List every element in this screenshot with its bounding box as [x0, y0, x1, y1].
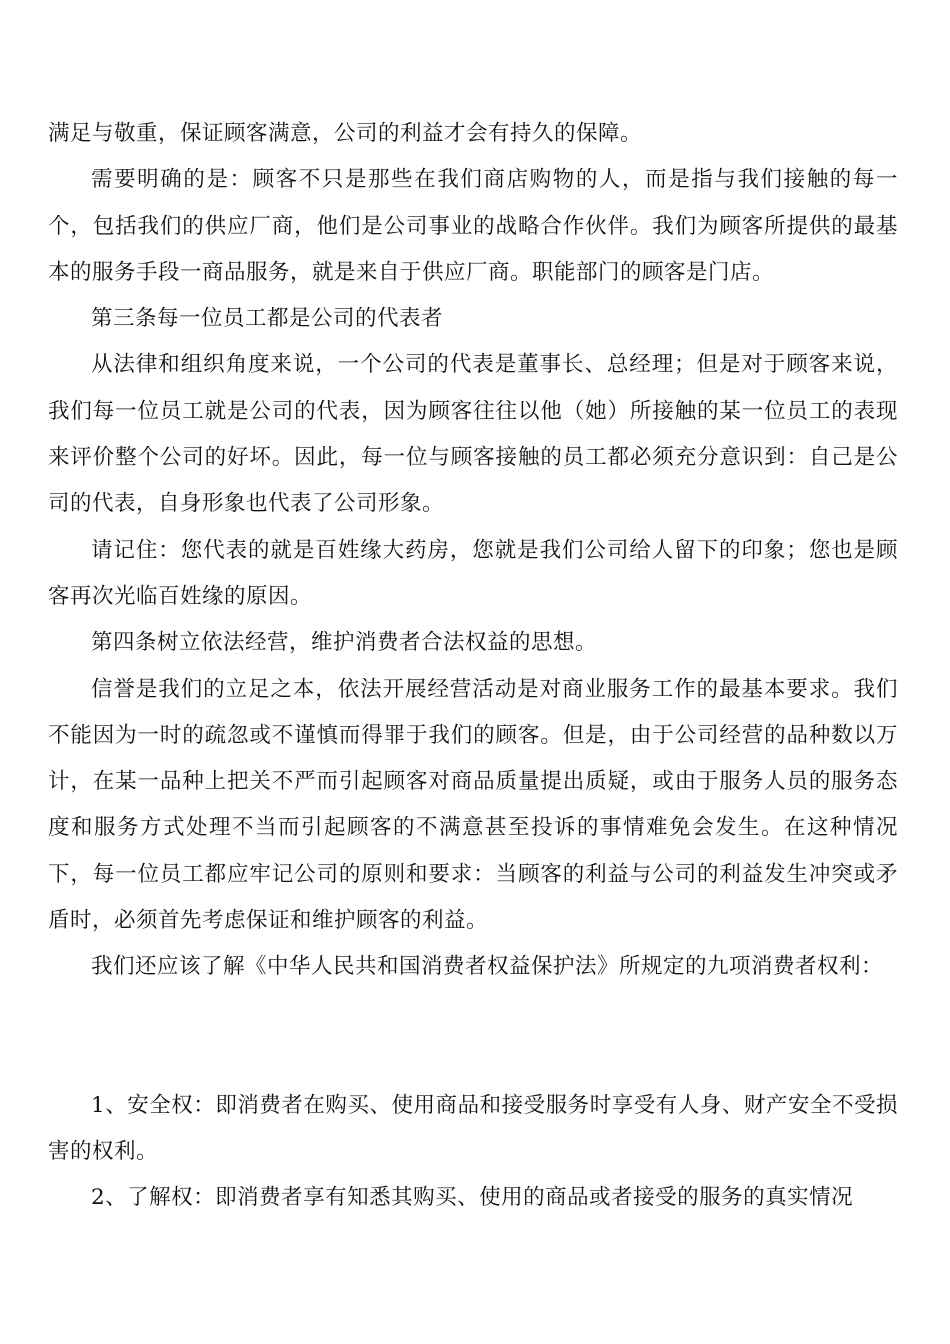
paragraph-consumer-law-intro: 我们还应该了解《中华人民共和国消费者权益保护法》所规定的九项消费者权利： [91, 954, 884, 980]
article-4-heading: 第四条树立依法经营，维护消费者合法权益的思想。 [91, 630, 598, 656]
blank-space [48, 991, 898, 1083]
paragraph-remember: 请记住：您代表的就是百姓缘大药房，您就是我们公司给人留下的印象；您也是顾客再次光临百姓缘的原因。 [48, 537, 898, 609]
right-item-information: 2、了解权：即消费者享有知悉其购买、使用的商品或者接受的服务的真实情况 [91, 1185, 854, 1211]
paragraph-customer-definition: 需要明确的是：顾客不只是那些在我们商店购物的人，而是指与我们接触的每一个，包括我们的供应厂商，他们是公司事业的战略合作伙伴。我们为顾客所提供的最基本的服务手段一商品服务，就是来自于供应厂商。职能部门的顾客是门店。 [48, 167, 898, 285]
right-item-safety: 1、安全权：即消费者在购买、使用商品和接受服务时享受有人身、财产安全不受损害的权利。 [48, 1092, 898, 1164]
paragraph-employee-representative: 从法律和组织角度来说，一个公司的代表是董事长、总经理；但是对于顾客来说，我们每一位员工就是公司的代表，因为顾客往往以他（她）所接触的某一位员工的表现来评价整个公司的好坏。因此，每一位与顾客接触的员工都必须充分意识到：自己是公司的代表，自身形象也代表了公司形象。 [48, 352, 898, 517]
document-body [48, 111, 898, 1222]
article-3-heading: 第三条每一位员工都是公司的代表者 [91, 306, 444, 332]
paragraph-continuation: 满足与敬重，保证顾客满意，公司的利益才会有持久的保障。 [48, 121, 643, 146]
paragraph-credibility: 信誉是我们的立足之本，依法开展经营活动是对商业服务工作的最基本要求。我们不能因为一时的疏忽或不谨慎而得罪于我们的顾客。但是，由于公司经营的品种数以万计，在某一品种上把关不严而引起顾客对商品质量提出质疑，或由于服务人员的服务态度和服务方式处理不当而引起顾客的不满意甚至投诉的事情难免会发生。在这种情况下，每一位员工都应牢记公司的原则和要求：当顾客的利益与公司的利益发生冲突或矛盾时，必须首先考虑保证和维护顾客的利益。 [48, 676, 898, 934]
